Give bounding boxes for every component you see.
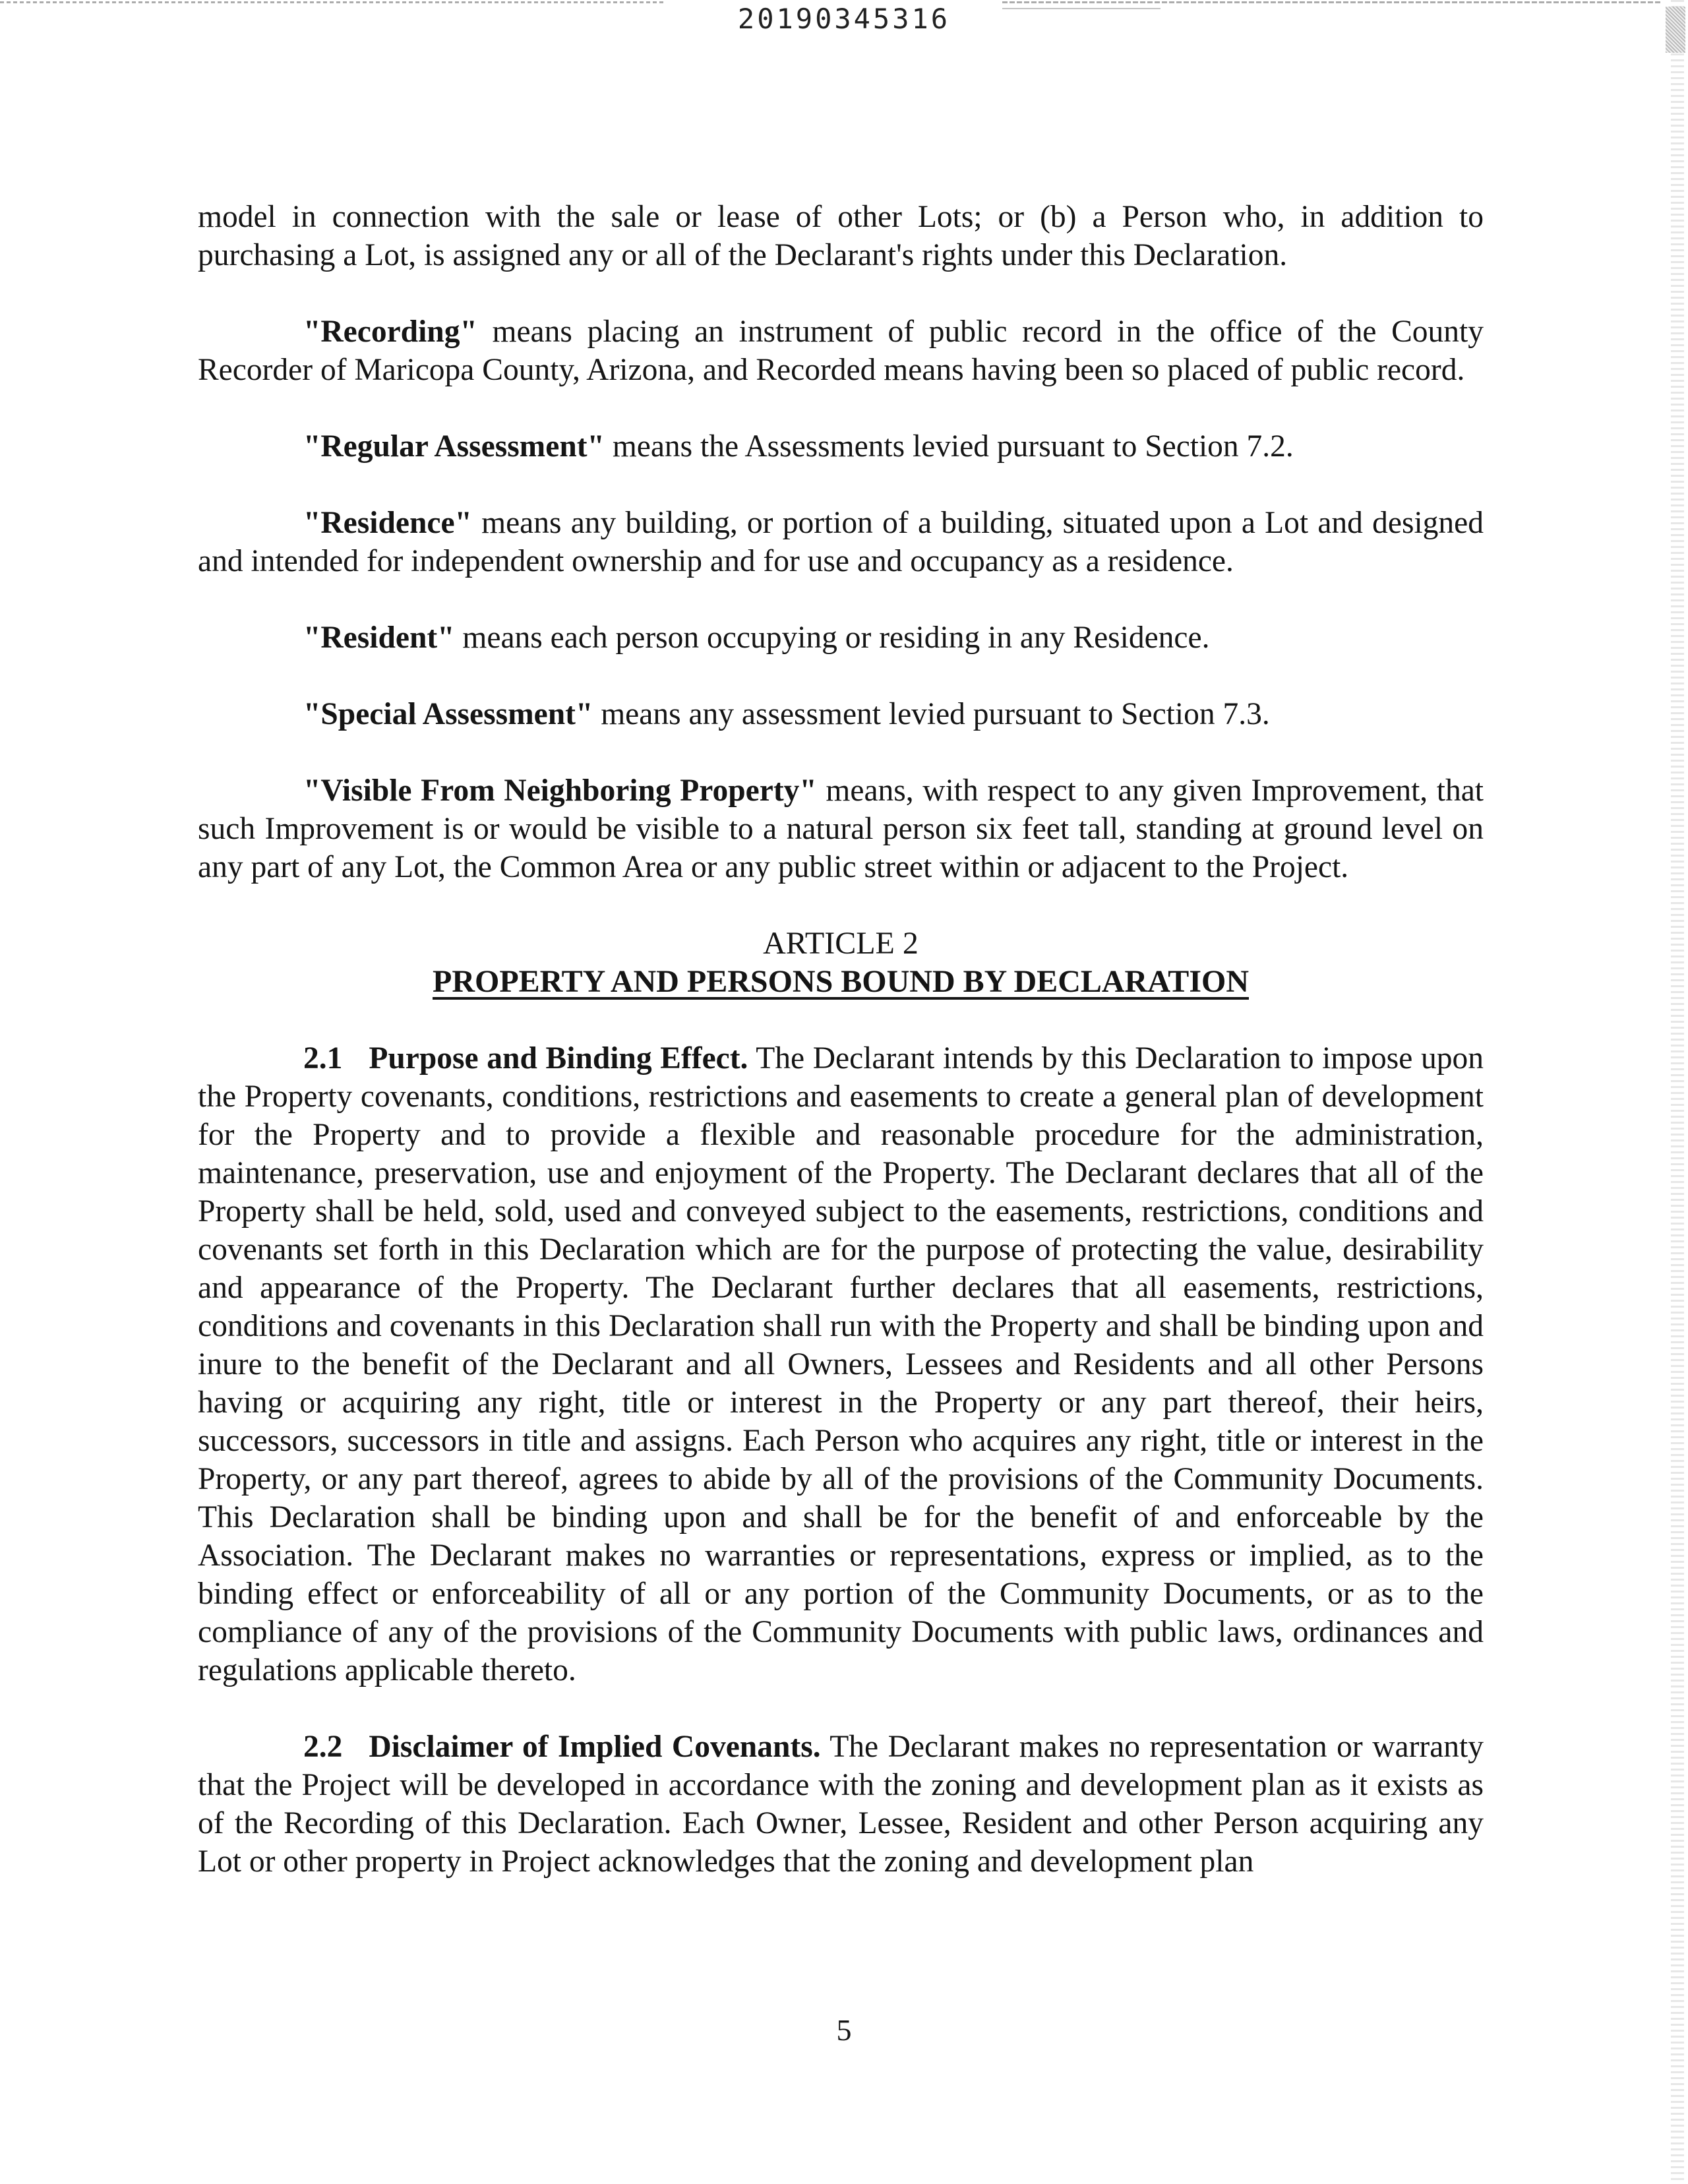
definition-paragraph [198, 695, 1484, 733]
defined-term: "Residence" [303, 506, 472, 540]
definition-text: means any building, or portion of a building, situated upon a Lot and designed and intended for independent ownership and for use and occupancy as a residence. [198, 506, 1484, 578]
page-number: 5 [836, 2013, 852, 2047]
section-paragraph [198, 1728, 1484, 1881]
section-title: Purpose and Binding Effect. [369, 1041, 748, 1076]
document-body [198, 198, 1484, 1919]
section-text: The Declarant makes no representation or warranty that the Project will be developed in accordance with the zoning and development plan as it exists as of the Recording of this Declaration. Each Owner, Lessee, Resident and other Person acquiring any Lot or other property in Project acknowledges that the zoning and development plan [198, 1730, 1484, 1879]
defined-term: "Special Assessment" [303, 697, 593, 731]
definition-text: means each person occupying or residing in any Residence. [454, 621, 1210, 655]
section-number: 2.1 [303, 1041, 343, 1076]
defined-term: "Visible From Neighboring Property" [303, 774, 817, 808]
section-text: The Declarant intends by this Declaration to impose upon the Property covenants, conditions, restrictions and easements to create a general plan of development for the Property and to provide a flexible and reasonable procedure for the administration, maintenance, preservation, use and enjoyment of the Property. The Declarant declares that all of the Property shall be held, sold, used and conveyed subject to the easements, restrictions, conditions and covenants set forth in this Declaration which are for the purpose of protecting the value, desirability and appearance of the Property. The Declarant further declares that all easements, restrictions, conditions and covenants in this Declaration shall run with the Property and shall be binding upon and inure to the benefit of the Declarant and all Owners, Lessees and Residents and all other Persons having or acquiring any right, title or interest in the Property or any part thereof, their heirs, successors, successors in title and assigns. Each Person who acquires any right, title or interest in the Property, or any part thereof, agrees to abide by all of the provisions of the Community Documents. This Declaration shall be binding upon and shall be for the benefit of and enforceable by the Association. The Declarant makes no warranties or representations, express or implied, as to the binding effect or enforceability of all or any portion of the Community Documents, or as to the compliance of any of the provisions of the Community Documents with public laws, ordinances and regulations applicable thereto. [198, 1041, 1484, 1687]
continuation-paragraph: model in connection with the sale or lease of other Lots; or (b) a Person who, in addition to purchasing a Lot, is assigned any or all of the Declarant's rights under this Declaration. [198, 200, 1484, 272]
defined-term: "Regular Assessment" [303, 429, 605, 464]
definition-paragraph [198, 504, 1484, 580]
section-number: 2.2 [303, 1730, 343, 1764]
section-title: Disclaimer of Implied Covenants. [369, 1730, 821, 1764]
article-subtitle: PROPERTY AND PERSONS BOUND BY DECLARATION [433, 964, 1249, 999]
defined-term: "Resident" [303, 621, 455, 655]
definition-paragraph [198, 619, 1484, 657]
definition-text: means, with respect to any given Improvement, that such Improvement is or would be visible to a natural person six feet tall, standing at ground level on any part of any Lot, the Common Area or any public street within or adjacent to the Project. [198, 774, 1484, 884]
section-paragraph [198, 1039, 1484, 1689]
scan-edge-artifact [1671, 0, 1684, 2184]
defined-term: "Recording" [303, 315, 477, 349]
definition-paragraph [198, 427, 1484, 466]
definition-paragraph [198, 313, 1484, 389]
definition-text: means any assessment levied pursuant to Section 7.3. [593, 697, 1270, 731]
article-title: ARTICLE 2 [763, 926, 919, 961]
definition-text: means the Assessments levied pursuant to Section 7.2. [604, 429, 1294, 464]
definition-text: means placing an instrument of public record in the office of the County Recorder of Maricopa County, Arizona, and Recorded means having been so placed of public record. [198, 315, 1484, 387]
definition-paragraph [198, 772, 1484, 886]
article-heading [198, 925, 1484, 1001]
recording-number: 20190345316 [737, 3, 951, 35]
